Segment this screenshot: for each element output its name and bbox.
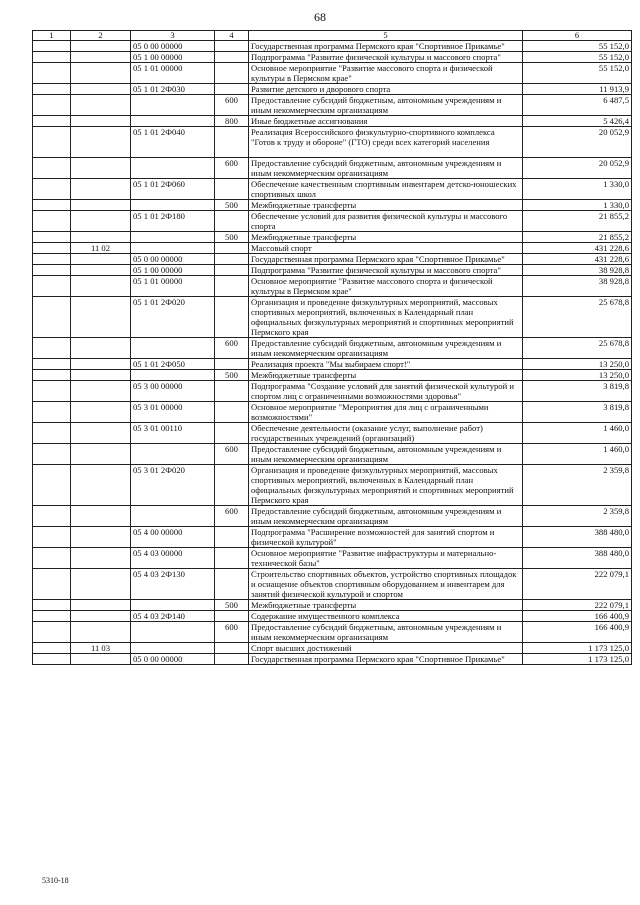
section-cell: [33, 158, 71, 179]
table-row: [33, 232, 632, 243]
table-row: [33, 569, 632, 600]
expense-type-cell: [215, 423, 249, 444]
name-cell: Государственная программа Пермского края "Спортивное Прикамье": [249, 41, 523, 52]
section-cell: [33, 370, 71, 381]
table-row: [33, 600, 632, 611]
table-row: [33, 297, 632, 338]
name-cell: Обеспечение качественным спортивным инвентарем детско-юношеских спортивных школ: [249, 179, 523, 200]
subsection-cell: [71, 179, 131, 200]
table-row: [33, 95, 632, 116]
amount-cell: 25 678,8: [523, 297, 632, 338]
expense-type-cell: [215, 63, 249, 84]
header-cell: 4: [215, 31, 249, 41]
target-code-cell: 05 1 01 2Ф020: [131, 297, 215, 338]
table-row: [33, 276, 632, 297]
target-code-cell: [131, 444, 215, 465]
target-code-cell: [131, 370, 215, 381]
amount-cell: 20 052,9: [523, 158, 632, 179]
table-row: [33, 402, 632, 423]
subsection-cell: [71, 359, 131, 370]
subsection-cell: [71, 423, 131, 444]
section-cell: [33, 297, 71, 338]
subsection-cell: [71, 338, 131, 359]
section-cell: [33, 654, 71, 665]
amount-cell: 1 460,0: [523, 423, 632, 444]
subsection-cell: [71, 622, 131, 643]
section-cell: [33, 622, 71, 643]
table-row: [33, 359, 632, 370]
subsection-cell: [71, 465, 131, 506]
amount-cell: 38 928,8: [523, 265, 632, 276]
expense-type-cell: [215, 41, 249, 52]
target-code-cell: 05 1 01 00000: [131, 276, 215, 297]
target-code-cell: [131, 200, 215, 211]
target-code-cell: 05 0 00 00000: [131, 41, 215, 52]
name-cell: Межбюджетные трансферты: [249, 200, 523, 211]
expense-type-cell: [215, 359, 249, 370]
name-cell: Обеспечение деятельности (оказание услуг, выполнение работ) государственных учреждений (организаций): [249, 423, 523, 444]
table-row: [33, 654, 632, 665]
table-row: [33, 338, 632, 359]
name-cell: Развитие детского и дворового спорта: [249, 84, 523, 95]
target-code-cell: 05 3 01 2Ф020: [131, 465, 215, 506]
target-code-cell: 05 1 00 00000: [131, 265, 215, 276]
table-row: [33, 158, 632, 179]
amount-cell: 5 426,4: [523, 116, 632, 127]
name-cell: Предоставление субсидий бюджетным, автономным учреждениям и иным некоммерческим организациям: [249, 444, 523, 465]
name-cell: Межбюджетные трансферты: [249, 600, 523, 611]
amount-cell: 1 460,0: [523, 444, 632, 465]
amount-cell: 3 819,8: [523, 402, 632, 423]
target-code-cell: 05 4 03 00000: [131, 548, 215, 569]
target-code-cell: 05 0 00 00000: [131, 254, 215, 265]
table-row: [33, 444, 632, 465]
page-number: 68: [314, 10, 326, 24]
budget-table: [32, 30, 632, 665]
amount-cell: 1 330,0: [523, 200, 632, 211]
section-cell: [33, 179, 71, 200]
section-cell: [33, 265, 71, 276]
name-cell: Реализация проекта "Мы выбираем спорт!": [249, 359, 523, 370]
table-row: [33, 179, 632, 200]
amount-cell: 55 152,0: [523, 52, 632, 63]
section-cell: [33, 548, 71, 569]
table-row: [33, 254, 632, 265]
table-row: [33, 63, 632, 84]
name-cell: Подпрограмма "Расширение возможностей для занятий спортом и физической культурой": [249, 527, 523, 548]
expense-type-cell: [215, 179, 249, 200]
name-cell: Основное мероприятие "Мероприятия для лиц с ограниченными возможностями": [249, 402, 523, 423]
subsection-cell: [71, 265, 131, 276]
expense-type-cell: [215, 211, 249, 232]
subsection-cell: [71, 276, 131, 297]
name-cell: Государственная программа Пермского края "Спортивное Прикамье": [249, 254, 523, 265]
section-cell: [33, 600, 71, 611]
expense-type-cell: [215, 381, 249, 402]
target-code-cell: 05 3 00 00000: [131, 381, 215, 402]
amount-cell: 166 400,9: [523, 611, 632, 622]
expense-type-cell: 500: [215, 200, 249, 211]
expense-type-cell: 600: [215, 506, 249, 527]
target-code-cell: 05 4 00 00000: [131, 527, 215, 548]
section-cell: [33, 569, 71, 600]
amount-cell: 3 819,8: [523, 381, 632, 402]
amount-cell: 13 250,0: [523, 370, 632, 381]
table-row: [33, 370, 632, 381]
table-row: [33, 548, 632, 569]
section-cell: [33, 200, 71, 211]
section-cell: [33, 527, 71, 548]
subsection-cell: [71, 116, 131, 127]
subsection-cell: 11 03: [71, 643, 131, 654]
section-cell: [33, 232, 71, 243]
target-code-cell: 05 1 01 2Ф060: [131, 179, 215, 200]
expense-type-cell: [215, 465, 249, 506]
amount-cell: 388 480,0: [523, 527, 632, 548]
table-row: [33, 84, 632, 95]
name-cell: Межбюджетные трансферты: [249, 232, 523, 243]
footer-code: 5310-18: [42, 876, 69, 885]
subsection-cell: [71, 381, 131, 402]
amount-cell: 166 400,9: [523, 622, 632, 643]
section-cell: [33, 63, 71, 84]
target-code-cell: 05 4 03 2Ф140: [131, 611, 215, 622]
section-cell: [33, 41, 71, 52]
section-cell: [33, 506, 71, 527]
table-row: [33, 52, 632, 63]
name-cell: Иные бюджетные ассигнования: [249, 116, 523, 127]
target-code-cell: 05 0 00 00000: [131, 654, 215, 665]
expense-type-cell: [215, 548, 249, 569]
name-cell: Основное мероприятие "Развитие инфраструктуры и материально-технической базы": [249, 548, 523, 569]
target-code-cell: 05 1 01 2Ф050: [131, 359, 215, 370]
expense-type-cell: 500: [215, 600, 249, 611]
name-cell: Строительство спортивных объектов, устройство спортивных площадок и оснащение объектов спортивным оборудованием и инвентарем для занятий физической культурой и спортом: [249, 569, 523, 600]
name-cell: Предоставление субсидий бюджетным, автономным учреждениям и иным некоммерческим организациям: [249, 95, 523, 116]
section-cell: [33, 444, 71, 465]
expense-type-cell: 500: [215, 370, 249, 381]
subsection-cell: [71, 158, 131, 179]
subsection-cell: [71, 506, 131, 527]
target-code-cell: 05 1 01 2Ф040: [131, 127, 215, 158]
section-cell: [33, 643, 71, 654]
name-cell: Организация и проведение физкультурных мероприятий, массовых спортивных мероприятий, включенных в Календарный план официальных физкультурных мероприятий и спортивных мероприятий Пермского края: [249, 297, 523, 338]
name-cell: Спорт высших достижений: [249, 643, 523, 654]
section-cell: [33, 116, 71, 127]
subsection-cell: [71, 41, 131, 52]
amount-cell: 21 855,2: [523, 211, 632, 232]
expense-type-cell: [215, 254, 249, 265]
amount-cell: 388 480,0: [523, 548, 632, 569]
target-code-cell: 05 1 01 2Ф030: [131, 84, 215, 95]
name-cell: Массовый спорт: [249, 243, 523, 254]
table-row: [33, 643, 632, 654]
section-cell: [33, 338, 71, 359]
target-code-cell: 05 3 01 00000: [131, 402, 215, 423]
amount-cell: 431 228,6: [523, 254, 632, 265]
section-cell: [33, 52, 71, 63]
subsection-cell: [71, 232, 131, 243]
header-cell: 1: [33, 31, 71, 41]
section-cell: [33, 243, 71, 254]
name-cell: Обеспечение условий для развития физической культуры и массового спорта: [249, 211, 523, 232]
expense-type-cell: [215, 297, 249, 338]
header-cell: 2: [71, 31, 131, 41]
name-cell: Предоставление субсидий бюджетным, автономным учреждениям и иным некоммерческим организациям: [249, 158, 523, 179]
section-cell: [33, 611, 71, 622]
amount-cell: 25 678,8: [523, 338, 632, 359]
name-cell: Подпрограмма "Создание условий для занятий физической культурой и спортом лиц с ограниченными возможностями здоровья": [249, 381, 523, 402]
name-cell: Реализация Всероссийского физкультурно-спортивного комплекса "Готов к труду и обороне" (ГТО) среди всех категорий населения: [249, 127, 523, 158]
table-row: [33, 265, 632, 276]
name-cell: Подпрограмма "Развитие физической культуры и массового спорта": [249, 52, 523, 63]
subsection-cell: [71, 95, 131, 116]
expense-type-cell: [215, 243, 249, 254]
subsection-cell: [71, 527, 131, 548]
section-cell: [33, 84, 71, 95]
subsection-cell: [71, 200, 131, 211]
subsection-cell: 11 02: [71, 243, 131, 254]
table-row: [33, 243, 632, 254]
amount-cell: 1 330,0: [523, 179, 632, 200]
table-row: [33, 127, 632, 158]
expense-type-cell: [215, 527, 249, 548]
target-code-cell: 05 4 03 2Ф130: [131, 569, 215, 600]
header-cell: 5: [249, 31, 523, 41]
name-cell: Основное мероприятие "Развитие массового спорта и физической культуры в Пермском крае": [249, 276, 523, 297]
name-cell: Организация и проведение физкультурных мероприятий, массовых спортивных мероприятий, включенных в Календарный план официальных физкультурных мероприятий и спортивных мероприятий Пермского края: [249, 465, 523, 506]
target-code-cell: [131, 158, 215, 179]
subsection-cell: [71, 611, 131, 622]
expense-type-cell: [215, 84, 249, 95]
amount-cell: 222 079,1: [523, 569, 632, 600]
section-cell: [33, 211, 71, 232]
header-cell: 3: [131, 31, 215, 41]
name-cell: Предоставление субсидий бюджетным, автономным учреждениям и иным некоммерческим организациям: [249, 338, 523, 359]
section-cell: [33, 465, 71, 506]
amount-cell: 1 173 125,0: [523, 654, 632, 665]
amount-cell: 55 152,0: [523, 63, 632, 84]
amount-cell: 38 928,8: [523, 276, 632, 297]
section-cell: [33, 381, 71, 402]
expense-type-cell: [215, 127, 249, 158]
section-cell: [33, 276, 71, 297]
subsection-cell: [71, 370, 131, 381]
target-code-cell: [131, 622, 215, 643]
expense-type-cell: 600: [215, 338, 249, 359]
target-code-cell: [131, 643, 215, 654]
amount-cell: 2 359,8: [523, 506, 632, 527]
target-code-cell: [131, 338, 215, 359]
subsection-cell: [71, 297, 131, 338]
table-header-row: [33, 31, 632, 41]
target-code-cell: [131, 243, 215, 254]
table-row: [33, 116, 632, 127]
name-cell: Государственная программа Пермского края "Спортивное Прикамье": [249, 654, 523, 665]
amount-cell: 20 052,9: [523, 127, 632, 158]
target-code-cell: 05 1 01 2Ф180: [131, 211, 215, 232]
expense-type-cell: 600: [215, 95, 249, 116]
expense-type-cell: 600: [215, 444, 249, 465]
subsection-cell: [71, 84, 131, 95]
section-cell: [33, 423, 71, 444]
subsection-cell: [71, 63, 131, 84]
expense-type-cell: [215, 52, 249, 63]
subsection-cell: [71, 52, 131, 63]
amount-cell: 222 079,1: [523, 600, 632, 611]
name-cell: Межбюджетные трансферты: [249, 370, 523, 381]
amount-cell: 1 173 125,0: [523, 643, 632, 654]
expense-type-cell: 500: [215, 232, 249, 243]
expense-type-cell: [215, 276, 249, 297]
name-cell: Основное мероприятие "Развитие массового спорта и физической культуры в Пермском крае": [249, 63, 523, 84]
amount-cell: 11 913,9: [523, 84, 632, 95]
expense-type-cell: [215, 402, 249, 423]
amount-cell: 6 487,5: [523, 95, 632, 116]
table-row: [33, 611, 632, 622]
subsection-cell: [71, 600, 131, 611]
target-code-cell: 05 1 00 00000: [131, 52, 215, 63]
amount-cell: 21 855,2: [523, 232, 632, 243]
amount-cell: 55 152,0: [523, 41, 632, 52]
table-row: [33, 465, 632, 506]
expense-type-cell: 600: [215, 622, 249, 643]
table-row: [33, 381, 632, 402]
section-cell: [33, 402, 71, 423]
amount-cell: 431 228,6: [523, 243, 632, 254]
target-code-cell: 05 1 01 00000: [131, 63, 215, 84]
name-cell: Подпрограмма "Развитие физической культуры и массового спорта": [249, 265, 523, 276]
target-code-cell: [131, 95, 215, 116]
subsection-cell: [71, 548, 131, 569]
table-row: [33, 211, 632, 232]
name-cell: Содержание имущественного комплекса: [249, 611, 523, 622]
section-cell: [33, 359, 71, 370]
expense-type-cell: [215, 265, 249, 276]
expense-type-cell: [215, 611, 249, 622]
subsection-cell: [71, 569, 131, 600]
amount-cell: 2 359,8: [523, 465, 632, 506]
expense-type-cell: 800: [215, 116, 249, 127]
expense-type-cell: 600: [215, 158, 249, 179]
subsection-cell: [71, 127, 131, 158]
subsection-cell: [71, 254, 131, 265]
table-row: [33, 200, 632, 211]
name-cell: Предоставление субсидий бюджетным, автономным учреждениям и иным некоммерческим организациям: [249, 506, 523, 527]
name-cell: Предоставление субсидий бюджетным, автономным учреждениям и иным некоммерческим организациям: [249, 622, 523, 643]
expense-type-cell: [215, 569, 249, 600]
subsection-cell: [71, 654, 131, 665]
subsection-cell: [71, 402, 131, 423]
subsection-cell: [71, 211, 131, 232]
target-code-cell: 05 3 01 00110: [131, 423, 215, 444]
expense-type-cell: [215, 643, 249, 654]
table-row: [33, 423, 632, 444]
expense-type-cell: [215, 654, 249, 665]
section-cell: [33, 254, 71, 265]
section-cell: [33, 95, 71, 116]
target-code-cell: [131, 600, 215, 611]
header-cell: 6: [523, 31, 632, 41]
target-code-cell: [131, 116, 215, 127]
table-row: [33, 506, 632, 527]
target-code-cell: [131, 506, 215, 527]
target-code-cell: [131, 232, 215, 243]
table-row: [33, 622, 632, 643]
section-cell: [33, 127, 71, 158]
table-row: [33, 41, 632, 52]
subsection-cell: [71, 444, 131, 465]
amount-cell: 13 250,0: [523, 359, 632, 370]
table-row: [33, 527, 632, 548]
